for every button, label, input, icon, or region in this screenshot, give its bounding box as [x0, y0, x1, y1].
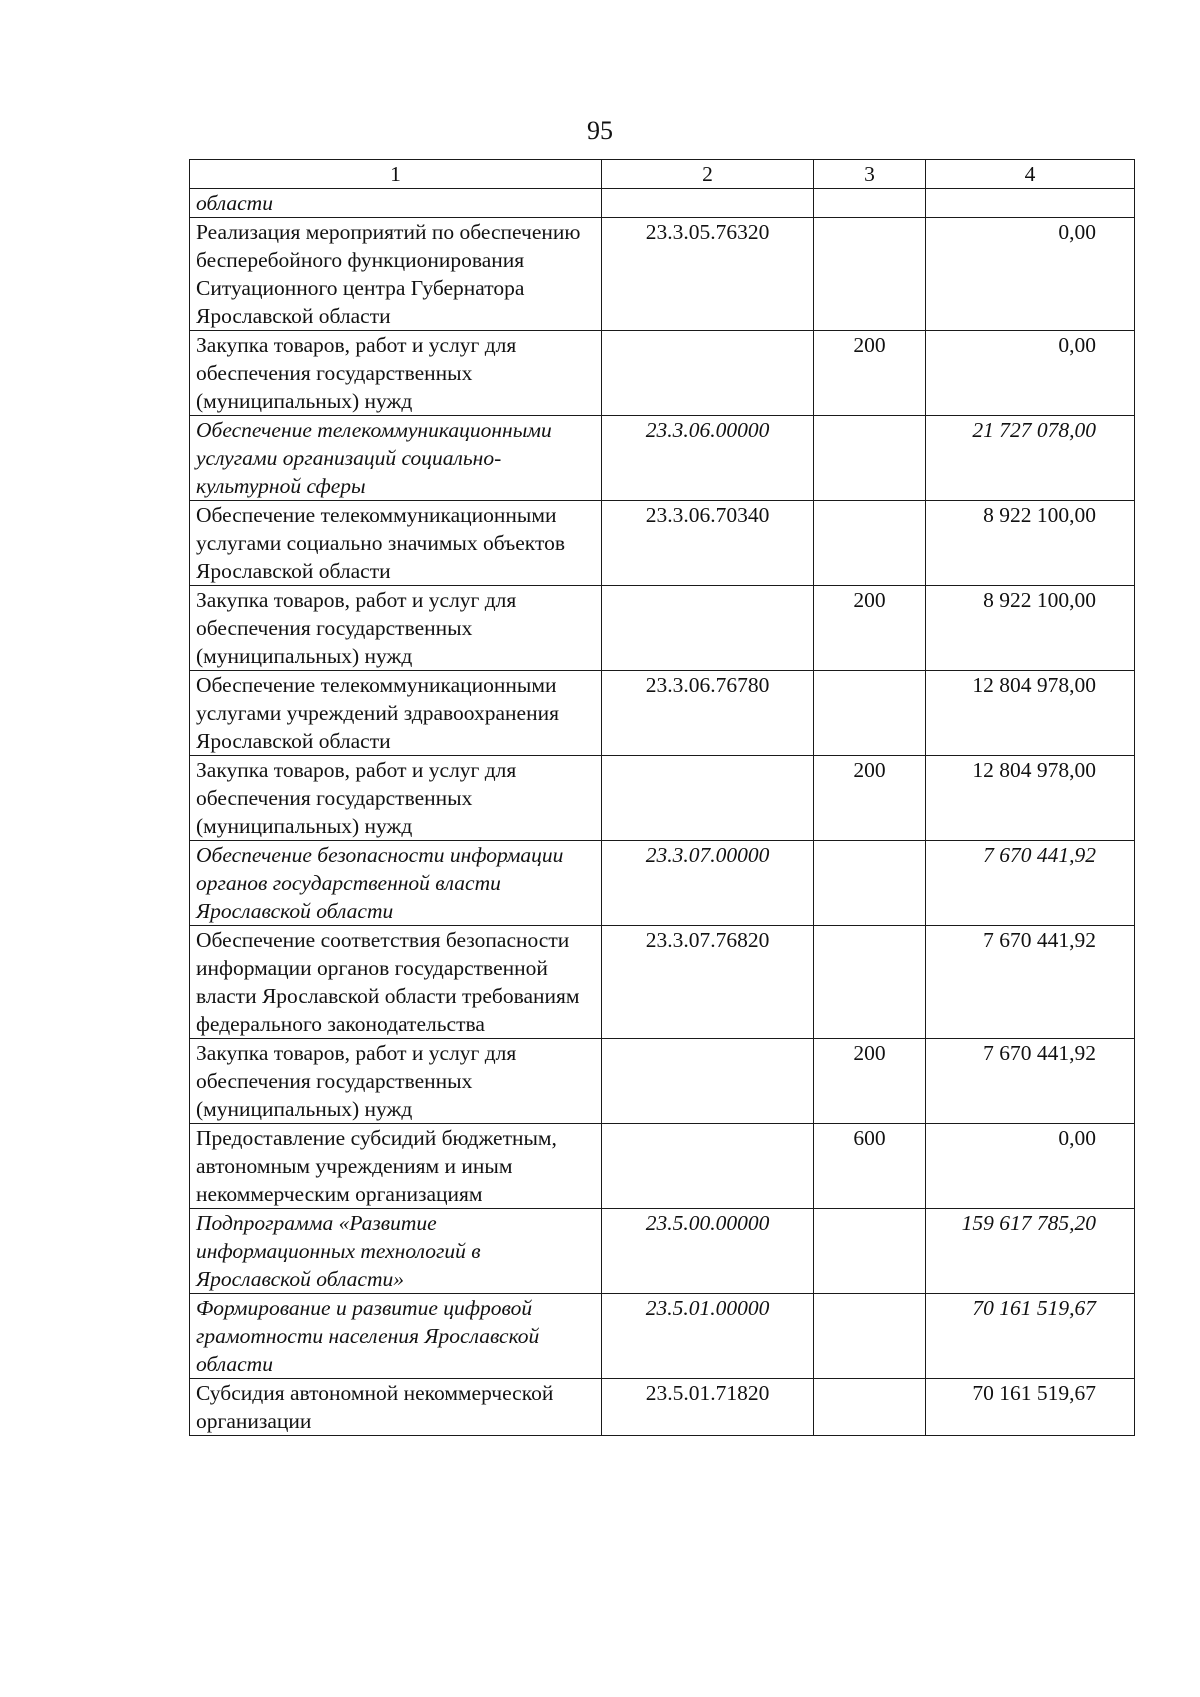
table-row: [190, 671, 1135, 756]
table-row: [190, 1294, 1135, 1379]
row-name-cell: Закупка товаров, работ и услуг для обеспечения государственных (муниципальных) нужд: [190, 1039, 602, 1124]
row-amount-cell: 8 922 100,00: [926, 586, 1135, 671]
row-type-cell: 200: [814, 331, 926, 416]
column-header-3: 3: [814, 160, 926, 189]
row-type-cell: [814, 1294, 926, 1379]
budget-table: [189, 159, 1135, 1436]
row-amount-cell: 7 670 441,92: [926, 926, 1135, 1039]
row-amount-cell: 8 922 100,00: [926, 501, 1135, 586]
row-name-cell: Закупка товаров, работ и услуг для обеспечения государственных (муниципальных) нужд: [190, 756, 602, 841]
row-code-cell: 23.5.01.71820: [602, 1379, 814, 1436]
row-amount-cell: 7 670 441,92: [926, 841, 1135, 926]
row-code-cell: 23.3.06.00000: [602, 416, 814, 501]
row-name-cell: Предоставление субсидий бюджетным, автономным учреждениям и иным некоммерческим организациям: [190, 1124, 602, 1209]
row-type-cell: [814, 926, 926, 1039]
table-row: [190, 586, 1135, 671]
row-type-cell: [814, 501, 926, 586]
row-name-cell: Субсидия автономной некоммерческой организации: [190, 1379, 602, 1436]
column-header-1: 1: [190, 160, 602, 189]
row-type-cell: [814, 416, 926, 501]
row-amount-cell: 70 161 519,67: [926, 1379, 1135, 1436]
column-header-4: 4: [926, 160, 1135, 189]
row-name-cell: Обеспечение телекоммуникационными услугами учреждений здравоохранения Ярославской области: [190, 671, 602, 756]
row-code-cell: 23.3.06.76780: [602, 671, 814, 756]
row-code-cell: 23.3.07.00000: [602, 841, 814, 926]
table-row: [190, 1379, 1135, 1436]
row-code-cell: 23.3.07.76820: [602, 926, 814, 1039]
row-name-cell: Формирование и развитие цифровой грамотности населения Ярославской области: [190, 1294, 602, 1379]
table-row: [190, 756, 1135, 841]
row-type-cell: [814, 1379, 926, 1436]
row-amount-cell: 70 161 519,67: [926, 1294, 1135, 1379]
row-code-cell: 23.3.06.70340: [602, 501, 814, 586]
table-row: [190, 416, 1135, 501]
row-name-cell: Обеспечение безопасности информации органов государственной власти Ярославской области: [190, 841, 602, 926]
row-name-cell: Закупка товаров, работ и услуг для обеспечения государственных (муниципальных) нужд: [190, 586, 602, 671]
table-row: [190, 501, 1135, 586]
table-row: [190, 841, 1135, 926]
row-type-cell: 200: [814, 756, 926, 841]
row-amount-cell: 21 727 078,00: [926, 416, 1135, 501]
row-amount-cell: 7 670 441,92: [926, 1039, 1135, 1124]
table-row: [190, 1209, 1135, 1294]
table-row: [190, 331, 1135, 416]
table-row: [190, 1124, 1135, 1209]
row-type-cell: [814, 1209, 926, 1294]
row-amount-cell: 12 804 978,00: [926, 756, 1135, 841]
row-name-cell: Подпрограмма «Развитие информационных технологий в Ярославской области»: [190, 1209, 602, 1294]
row-code-cell: [602, 189, 814, 218]
row-amount-cell: 12 804 978,00: [926, 671, 1135, 756]
row-name-cell: Обеспечение телекоммуникационными услугами социально значимых объектов Ярославской области: [190, 501, 602, 586]
column-header-2: 2: [602, 160, 814, 189]
row-code-cell: 23.5.01.00000: [602, 1294, 814, 1379]
row-amount-cell: 0,00: [926, 218, 1135, 331]
table-row: [190, 189, 1135, 218]
row-type-cell: 600: [814, 1124, 926, 1209]
row-name-cell: Реализация мероприятий по обеспечению бесперебойного функционирования Ситуационного центра Губернатора Ярославской области: [190, 218, 602, 331]
table-row: [190, 1039, 1135, 1124]
row-amount-cell: 0,00: [926, 331, 1135, 416]
row-type-cell: [814, 841, 926, 926]
row-name-cell: Обеспечение телекоммуникационными услугами организаций социально-культурной сферы: [190, 416, 602, 501]
header-row: [190, 160, 1135, 189]
table-row: [190, 218, 1135, 331]
row-name-cell: Обеспечение соответствия безопасности информации органов государственной власти Ярославской области требованиям федерального законодательства: [190, 926, 602, 1039]
row-type-cell: [814, 671, 926, 756]
row-amount-cell: [926, 189, 1135, 218]
row-type-cell: [814, 189, 926, 218]
table-row: [190, 926, 1135, 1039]
row-code-cell: 23.5.00.00000: [602, 1209, 814, 1294]
row-code-cell: 23.3.05.76320: [602, 218, 814, 331]
table-body: [190, 160, 1135, 1436]
row-name-cell: области: [190, 189, 602, 218]
row-code-cell: [602, 1124, 814, 1209]
row-code-cell: [602, 1039, 814, 1124]
row-type-cell: 200: [814, 586, 926, 671]
row-code-cell: [602, 756, 814, 841]
row-amount-cell: 159 617 785,20: [926, 1209, 1135, 1294]
row-name-cell: Закупка товаров, работ и услуг для обеспечения государственных (муниципальных) нужд: [190, 331, 602, 416]
row-code-cell: [602, 331, 814, 416]
row-amount-cell: 0,00: [926, 1124, 1135, 1209]
page-number: 95: [587, 116, 613, 145]
row-type-cell: 200: [814, 1039, 926, 1124]
row-type-cell: [814, 218, 926, 331]
row-code-cell: [602, 586, 814, 671]
